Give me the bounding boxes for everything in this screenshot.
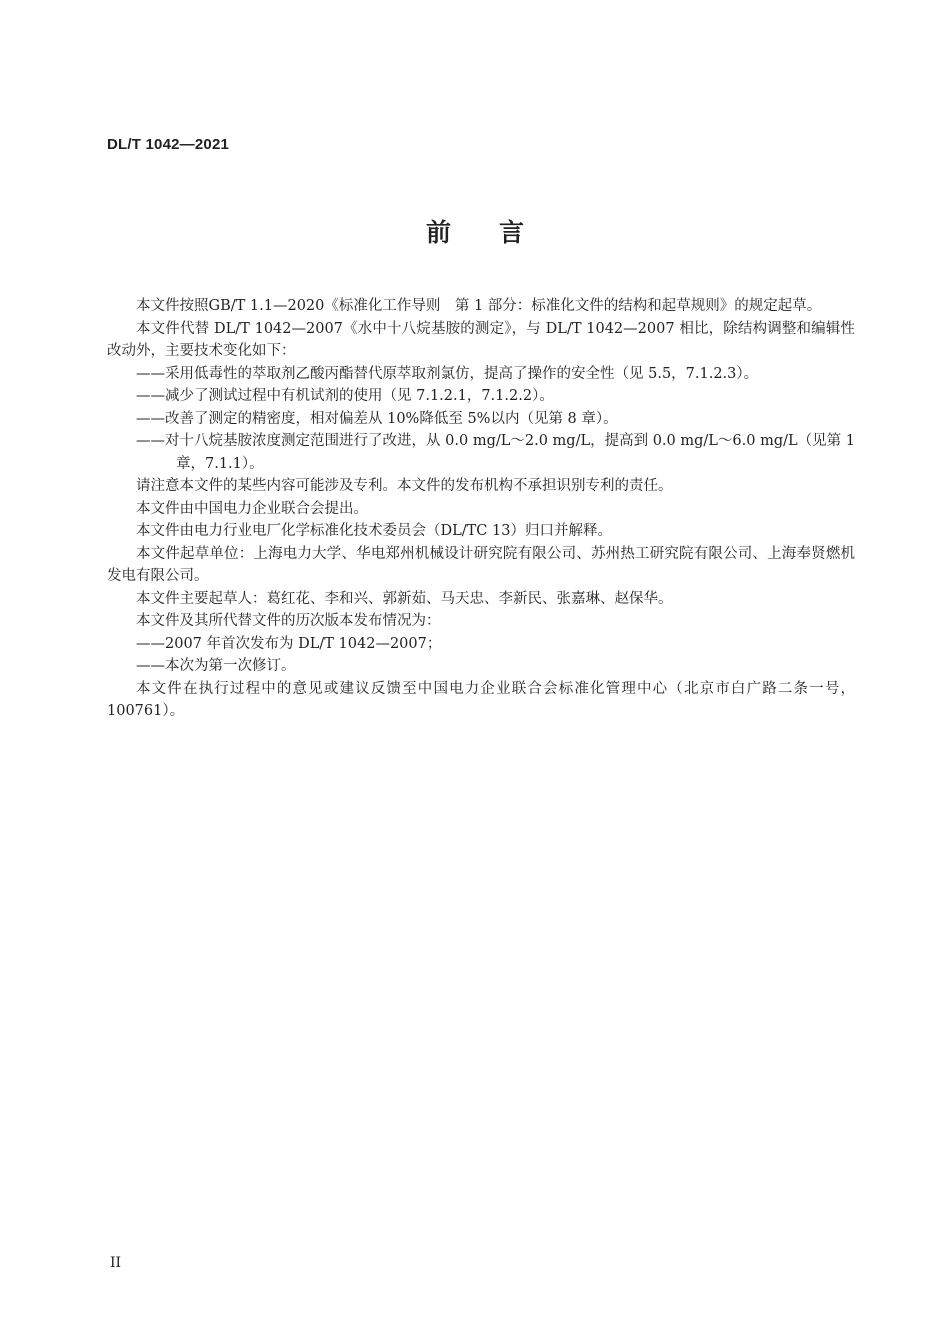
paragraph-drafting-units: 本文件起草单位：上海电力大学、华电郑州机械设计研究院有限公司、苏州热工研究院有限公司、上海奉贤燃机发电有限公司。 (107, 545, 855, 584)
paragraph-history: 本文件及其所代替文件的历次版本发布情况为： (136, 613, 441, 629)
paragraph-drafting-rules: 本文件按照GB/T 1.1—2020《标准化工作导则 第 1 部分：标准化文件的结构和起草规则》的规定起草。 (136, 298, 822, 314)
paragraph-replacement: 本文件代替 DL/T 1042—2007《水中十八烷基胺的测定》，与 DL/T 1042—2007 相比，除结构调整和编辑性改动外，主要技术变化如下： (107, 320, 855, 359)
paragraph-drafters: 本文件主要起草人：葛红花、李和兴、郭新茹、马天忠、李新民、张嘉琳、赵保华。 (136, 590, 673, 607)
change-item-range: ——对十八烷基胺浓度测定范围进行了改进，从 0.0 mg/L～2.0 mg/L，提高到 0.0 mg/L～6.0 mg/L（见第 1 章，7.1.1）。 (136, 433, 855, 472)
paragraph-patent-notice: 请注意本文件的某些内容可能涉及专利。本文件的发布机构不承担识别专利的责任。 (136, 478, 673, 494)
history-item-revision: ——本次为第一次修订。 (136, 658, 296, 674)
change-item-reagents: ——减少了测试过程中有机试剂的使用（见 7.1.2.1，7.1.2.2）。 (136, 388, 554, 404)
document-code: DL/T 1042—2021 (107, 136, 230, 153)
page-title: 前言 (425, 218, 572, 247)
paragraph-committee: 本文件由电力行业电厂化学标准化技术委员会（DL/TC 13）归口并解释。 (136, 523, 612, 539)
foreword-body (107, 295, 855, 723)
change-item-precision: ——改善了测定的精密度，相对偏差从 10%降低至 5%以内（见第 8 章）。 (136, 410, 618, 427)
page-number: II (110, 1255, 122, 1271)
paragraph-proposer: 本文件由中国电力企业联合会提出。 (136, 500, 368, 517)
history-item-2007: ——2007 年首次发布为 DL/T 1042—2007； (136, 635, 442, 652)
paragraph-feedback: 本文件在执行过程中的意见或建议反馈至中国电力企业联合会标准化管理中心（北京市白广路二条一号，100761）。 (107, 680, 855, 719)
change-item-extractant: ——采用低毒性的萃取剂乙酸丙酯替代原萃取剂氯仿，提高了操作的安全性（见 5.5，7.1.2.3）。 (136, 365, 759, 382)
